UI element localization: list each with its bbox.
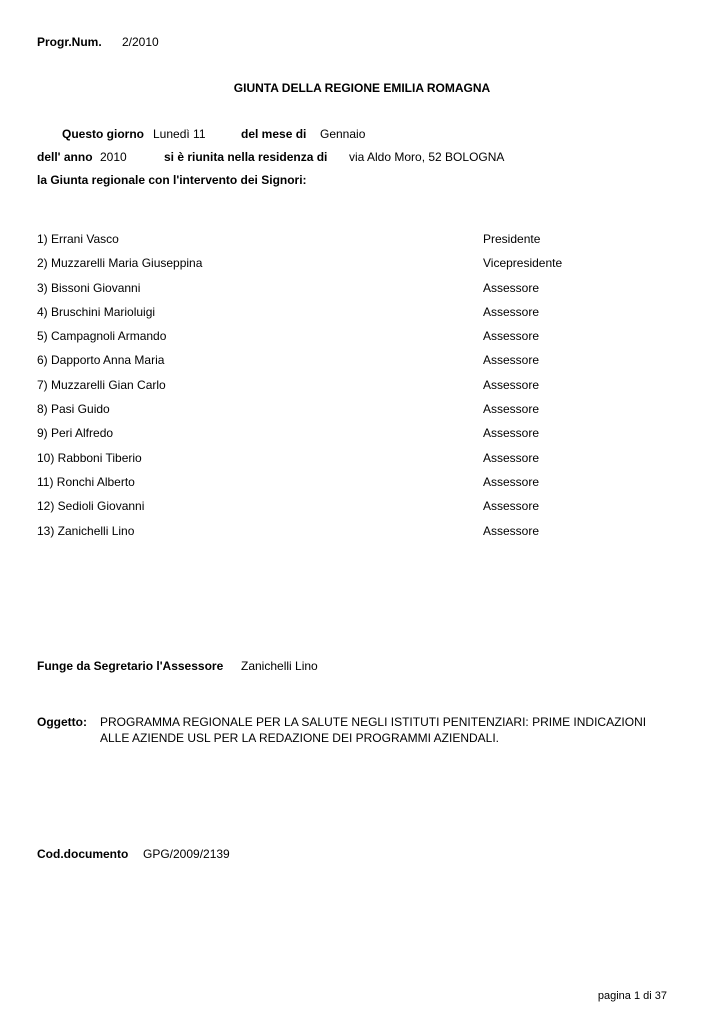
member-role: Assessore xyxy=(483,304,540,319)
document-title: GIUNTA DELLA REGIONE EMILIA ROMAGNA xyxy=(233,81,491,95)
member-name: 2) Muzzarelli Maria Giuseppina xyxy=(37,256,203,271)
subject-text xyxy=(100,714,690,746)
member-role: Assessore xyxy=(483,280,540,295)
secretary-value: Zanichelli Lino xyxy=(241,659,318,673)
document-code-value: GPG/2009/2139 xyxy=(143,847,230,861)
member-name: 8) Pasi Guido xyxy=(37,402,110,417)
member-name: 12) Sedioli Giovanni xyxy=(37,499,145,514)
member-row xyxy=(37,281,637,305)
member-row xyxy=(37,524,637,548)
year-label: dell' anno xyxy=(37,150,93,164)
subject-label: Oggetto: xyxy=(37,715,87,729)
month-label: del mese di xyxy=(241,127,307,141)
member-role: Vicepresidente xyxy=(483,256,563,271)
month-value: Gennaio xyxy=(320,127,366,141)
progr-num-value: 2/2010 xyxy=(122,35,159,49)
member-row xyxy=(37,305,637,329)
member-row xyxy=(37,499,637,523)
member-name: 13) Zanichelli Lino xyxy=(37,523,135,538)
member-name: 6) Dapporto Anna Maria xyxy=(37,353,165,368)
member-role: Assessore xyxy=(483,450,540,465)
member-role: Assessore xyxy=(483,523,540,538)
member-role: Presidente xyxy=(483,232,541,246)
place-label: si è riunita nella residenza di xyxy=(164,150,328,164)
member-name: 1) Errani Vasco xyxy=(37,232,119,246)
progr-num-label: Progr.Num. xyxy=(37,35,102,49)
member-row xyxy=(37,232,637,256)
member-role: Assessore xyxy=(483,499,540,514)
member-name: 5) Campagnoli Armando xyxy=(37,329,167,344)
document-code-label: Cod.documento xyxy=(37,847,129,861)
member-name: 4) Bruschini Marioluigi xyxy=(37,304,156,319)
member-role: Assessore xyxy=(483,402,540,417)
member-row xyxy=(37,475,637,499)
day-label: Questo giorno xyxy=(62,127,144,141)
member-role: Assessore xyxy=(483,474,540,489)
members-list xyxy=(37,232,637,548)
member-role: Assessore xyxy=(483,353,540,368)
member-name: 9) Peri Alfredo xyxy=(37,426,114,441)
member-row xyxy=(37,256,637,280)
member-role: Assessore xyxy=(483,426,540,441)
member-name: 3) Bissoni Giovanni xyxy=(37,280,141,295)
member-row xyxy=(37,353,637,377)
member-row xyxy=(37,426,637,450)
subject-line-2: ALLE AZIENDE USL PER LA REDAZIONE DEI PROGRAMMI AZIENDALI. xyxy=(100,731,499,745)
place-value: via Aldo Moro, 52 BOLOGNA xyxy=(349,150,505,164)
secretary-label: Funge da Segretario l'Assessore xyxy=(37,659,224,673)
member-row xyxy=(37,378,637,402)
member-role: Assessore xyxy=(483,329,540,344)
page-number: pagina 1 di 37 xyxy=(597,990,667,1002)
member-row xyxy=(37,402,637,426)
day-value: Lunedì 11 xyxy=(153,127,206,141)
member-row xyxy=(37,451,637,475)
member-role: Assessore xyxy=(483,377,540,392)
intro-text: la Giunta regionale con l'intervento dei Signori: xyxy=(37,173,307,187)
subject-line-1: PROGRAMMA REGIONALE PER LA SALUTE NEGLI ISTITUTI PENITENZIARI: PRIME INDICAZIONI xyxy=(100,715,647,729)
member-name: 10) Rabboni Tiberio xyxy=(37,450,142,465)
member-row xyxy=(37,329,637,353)
member-name: 7) Muzzarelli Gian Carlo xyxy=(37,377,166,392)
year-value: 2010 xyxy=(100,150,127,164)
member-name: 11) Ronchi Alberto xyxy=(37,474,135,489)
